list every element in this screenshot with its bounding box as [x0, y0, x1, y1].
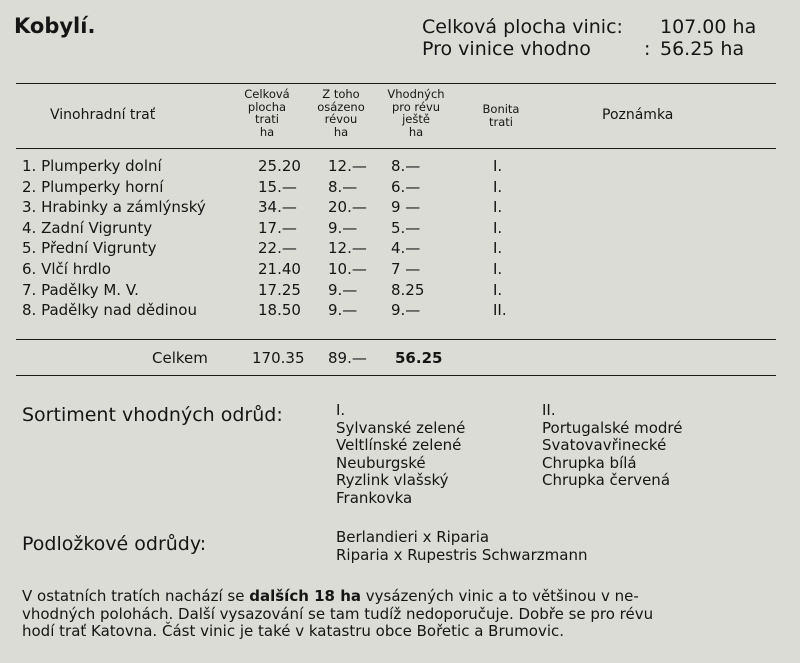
group-1-label: I. [336, 401, 346, 419]
table-bottom-rule [16, 375, 776, 376]
total-area-cell: 17.25 [258, 280, 301, 299]
vineyard-name: 2. Plumperky horní [22, 177, 164, 196]
area-summary [422, 16, 756, 60]
vineyard-name: 4. Zadní Vigrunty [22, 218, 153, 237]
suitable-cell: 6.— [391, 177, 421, 196]
total-area-cell: 18.50 [258, 301, 301, 320]
paragraph-line-3: hodí trať Katovna. Část vinic je také v katastru obce Bořetic a Brumovic. [22, 622, 564, 640]
variety-item: Svatovavřinecké [542, 436, 667, 454]
table-rows-rule [16, 339, 776, 340]
total-area-cell: 21.40 [258, 260, 301, 278]
variety-item: Portugalské modré [542, 418, 683, 437]
table-row [0, 157, 800, 177]
suitable-cell: 9.— [391, 301, 421, 320]
table-row [0, 219, 800, 239]
suitable-cell: 8.— [391, 157, 421, 175]
vineyard-name: 5. Přední Vigrunty [22, 239, 157, 258]
planted-cell: 8.— [328, 177, 358, 196]
variety-item: Veltlínské zelené [336, 436, 462, 454]
village-title: Kobylí. [14, 14, 96, 38]
varieties-group-1 [336, 402, 465, 507]
suitable-cell: 9 — [391, 198, 421, 217]
variety-item: Ryzlink vlašský [336, 471, 449, 489]
variety-item: Chrupka bílá [542, 453, 637, 472]
rootstock-item: Riparia x Rupestris Schwarzmann [336, 545, 588, 564]
suitable-area-label: Pro vinice vhodno [422, 38, 591, 60]
total-planted-sum: 89.— [328, 349, 367, 367]
planted-cell: 12.— [328, 239, 367, 258]
total-area-cell: 25.20 [258, 157, 301, 175]
total-suitable-sum: 56.25 [395, 349, 443, 367]
bonita-cell: I. [493, 280, 503, 299]
suitable-cell: 7 — [391, 260, 421, 278]
total-area-cell: 34.— [258, 198, 297, 217]
bonita-cell: I. [493, 157, 503, 175]
planted-cell: 20.— [328, 198, 367, 217]
bonita-cell: I. [493, 177, 503, 196]
bonita-cell: I. [493, 218, 503, 237]
bonita-cell: II. [493, 301, 507, 320]
suitable-area-value: 56.25 ha [660, 38, 745, 60]
header-total-area: Celková plocha trati ha [244, 87, 290, 139]
suitable-area-colon: : [644, 38, 651, 60]
vineyard-name: 1. Plumperky dolní [22, 157, 162, 175]
vineyard-name: 8. Padělky nad dědinou [22, 301, 197, 320]
total-area-row [422, 16, 756, 38]
rootstock-list [336, 529, 587, 564]
vineyard-name: 7. Padělky M. V. [22, 280, 139, 299]
suitable-cell: 4.— [391, 239, 421, 258]
table-row [0, 281, 800, 301]
planted-cell: 9.— [328, 301, 358, 320]
bonita-cell: I. [493, 260, 503, 278]
header-planted: Z toho osázeno révou ha [317, 87, 365, 139]
planted-cell: 10.— [328, 260, 367, 278]
bonita-cell: I. [493, 198, 503, 217]
variety-item: Sylvanské zelené [336, 418, 466, 437]
group-2-label: II. [542, 401, 556, 419]
bonita-cell: I. [493, 239, 503, 258]
table-top-rule [16, 83, 776, 84]
suitable-area-row [422, 38, 756, 60]
table-header-rule [16, 148, 776, 149]
header-note: Poznámka [602, 107, 674, 123]
variety-item: Chrupka červená [542, 471, 671, 489]
total-area-cell: 15.— [258, 177, 297, 196]
vineyard-name: 6. Vlčí hrdlo [22, 260, 111, 278]
header-vineyard: Vinohradní trať [50, 107, 156, 123]
total-area-cell: 22.— [258, 239, 297, 258]
paragraph-line-1: V ostatních tratích nachází se dalších 18 ha vysázených vinic a to většinou v ne- [22, 587, 639, 605]
table-row [0, 301, 800, 321]
total-area-cell: 17.— [258, 218, 297, 237]
total-area-value: 107.00 ha [660, 16, 757, 38]
planted-cell: 12.— [328, 157, 367, 175]
paragraph-line-2: vhodných polohách. Další vysazování se tam tudíž nedoporučuje. Dobře se pro révu [22, 604, 654, 623]
total-area-sum: 170.35 [252, 349, 305, 367]
table-row [0, 260, 800, 280]
total-label: Celkem [152, 349, 208, 367]
rootstock-title: Podložkové odrůdy: [22, 533, 207, 555]
varieties-group-2 [542, 402, 682, 490]
variety-item: Frankovka [336, 488, 413, 507]
suitable-cell: 5.— [391, 218, 421, 237]
header-bonita: Bonita trati [482, 102, 520, 129]
planted-cell: 9.— [328, 280, 358, 299]
vineyard-name: 3. Hrabinky a zámlýnský [22, 198, 206, 217]
table-row [0, 239, 800, 259]
table-row [0, 178, 800, 198]
note-paragraph [22, 588, 782, 641]
total-area-label: Celková plocha vinic: [422, 16, 623, 38]
variety-item: Neuburgské [336, 453, 426, 472]
varieties-title: Sortiment vhodných odrůd: [22, 404, 283, 426]
table-row [0, 198, 800, 218]
header-suitable: Vhodných pro révu ještě ha [387, 87, 445, 139]
planted-cell: 9.— [328, 218, 358, 237]
rootstock-item: Berlandieri x Riparia [336, 528, 490, 546]
suitable-cell: 8.25 [391, 280, 425, 299]
